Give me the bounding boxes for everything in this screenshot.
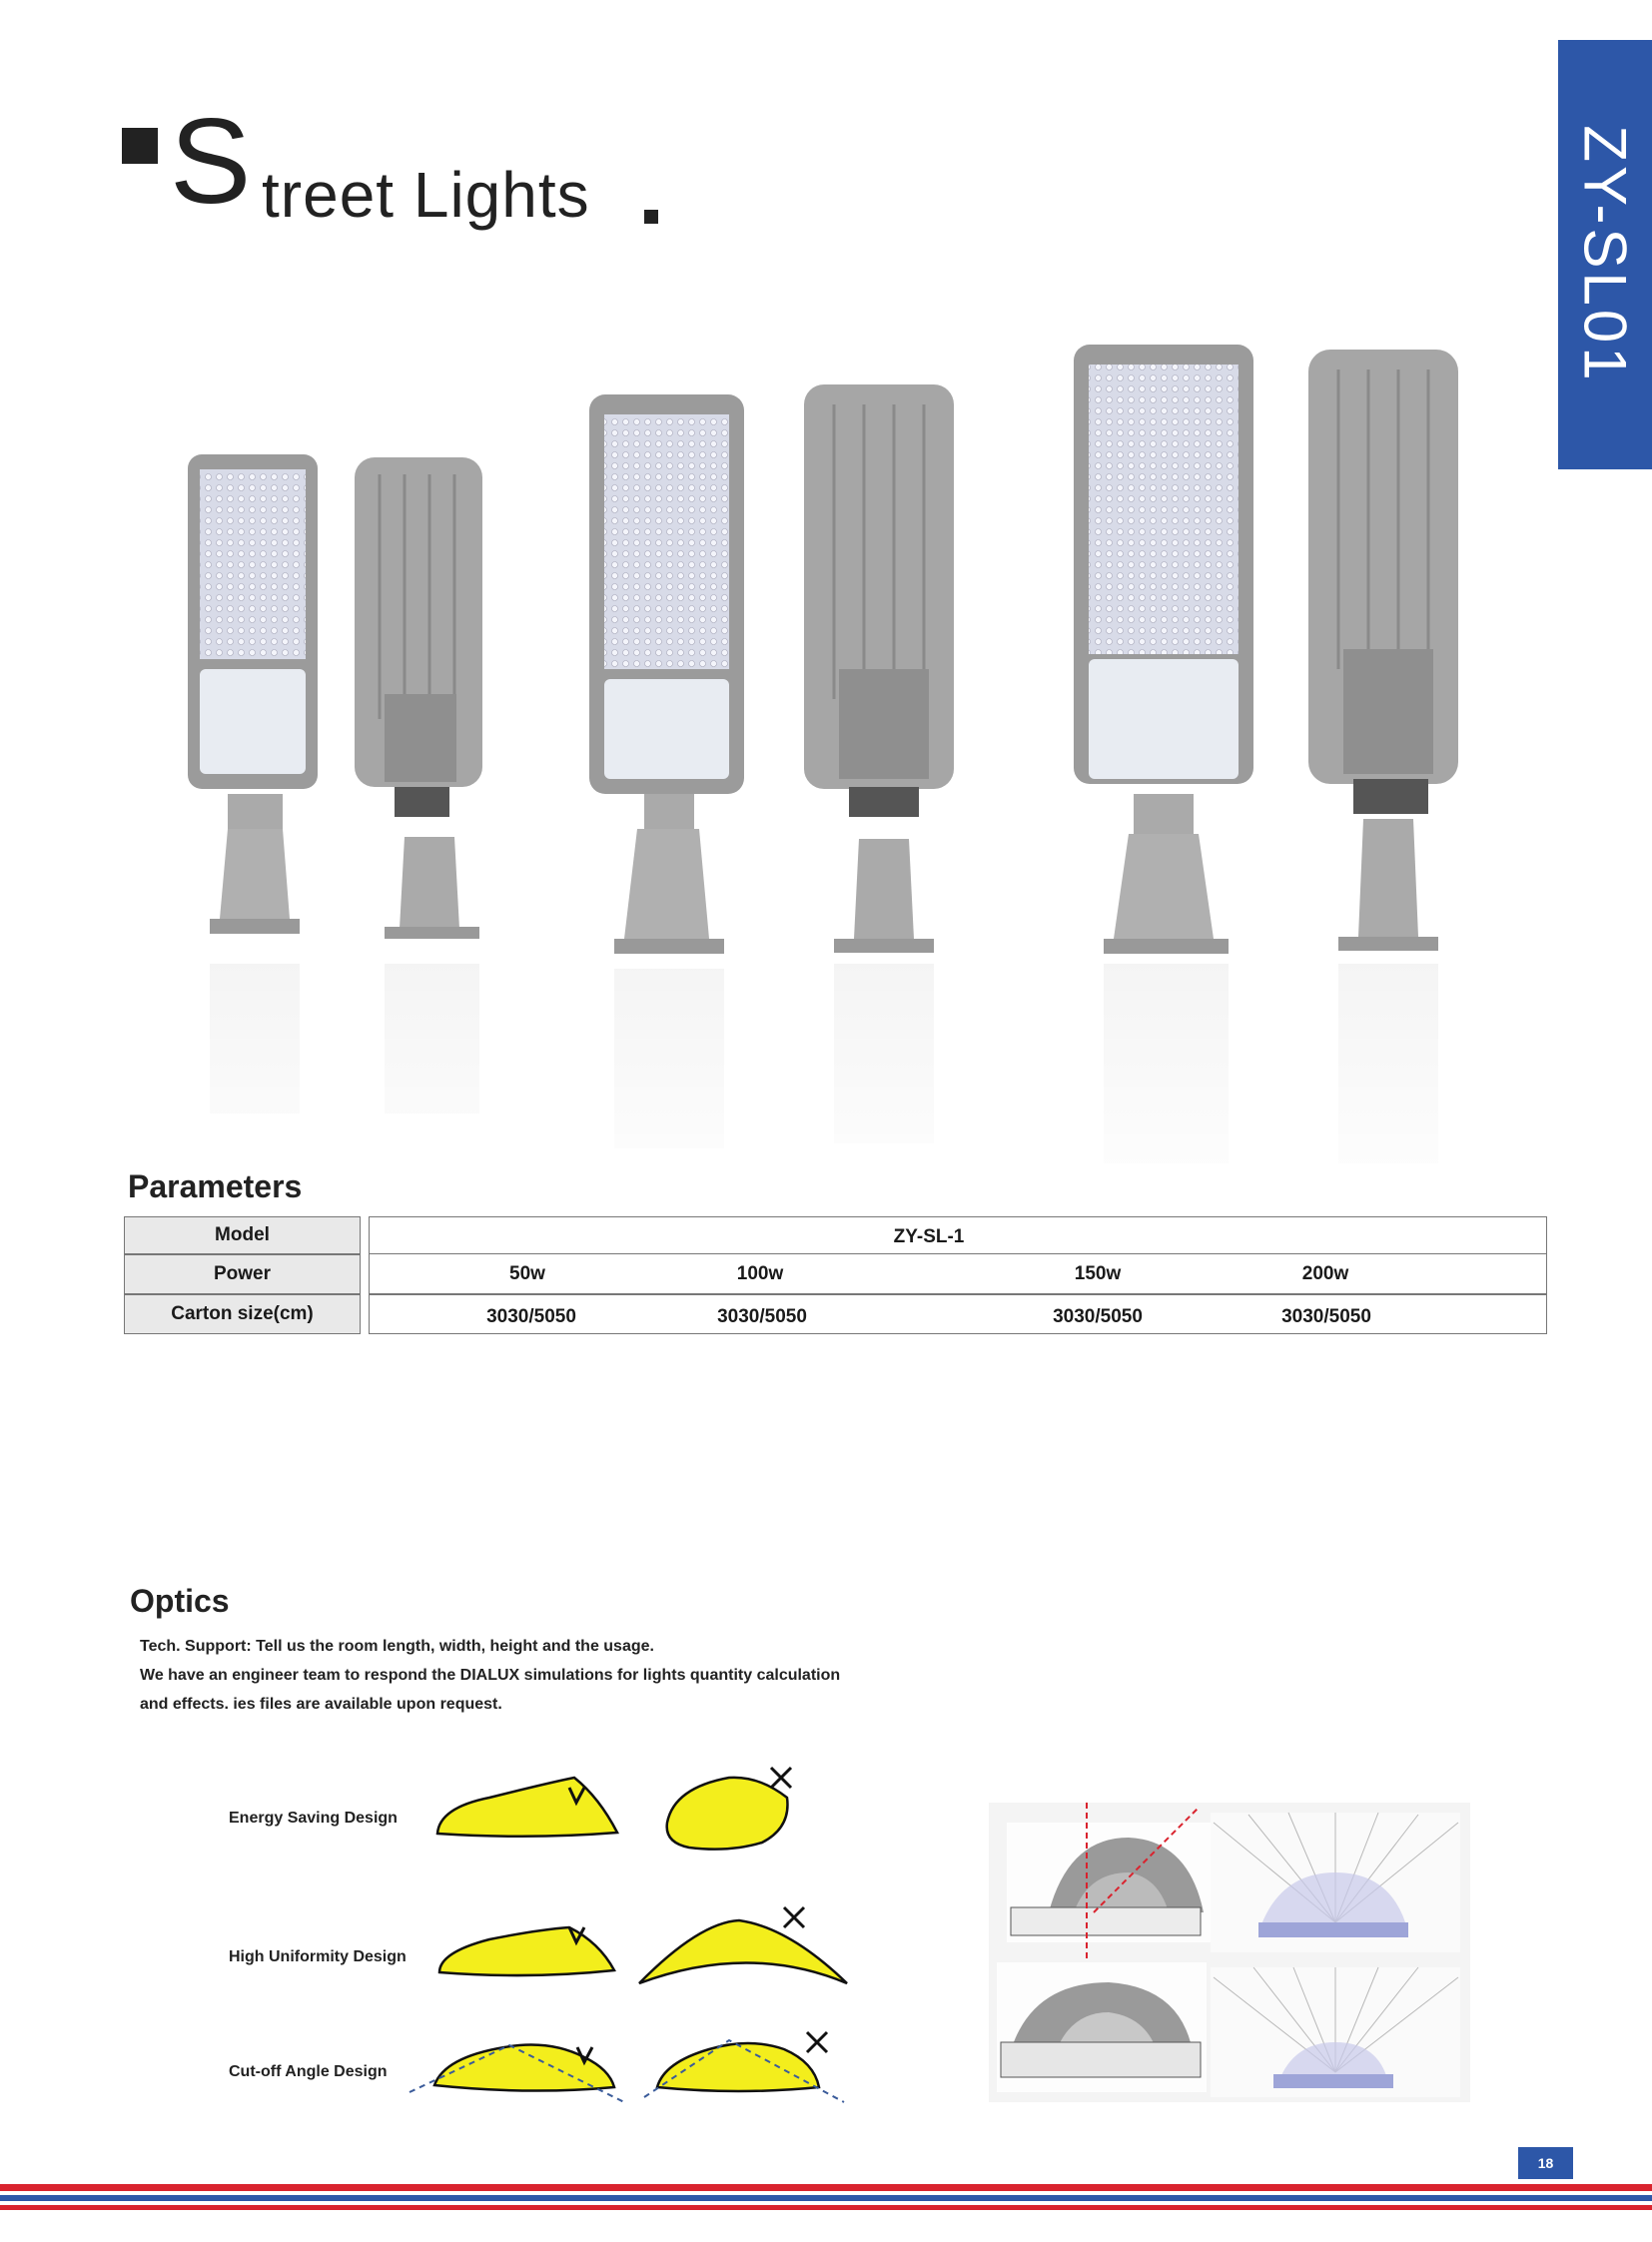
dialux-simulation-images [989,1803,1470,2102]
light-100w-front [589,394,744,954]
light-50w-front [188,454,318,934]
title-initial: S [170,93,252,229]
param-row-power [369,1254,1547,1294]
footer-stripe-red [0,2184,1652,2191]
lens-design-diagrams [400,1758,859,2117]
design-label-energy: Energy Saving Design [229,1810,398,1827]
title-bullet [122,128,158,164]
light-50w-back [355,457,482,939]
design-label-uniformity: High Uniformity Design [229,1948,407,1965]
power-value: 200w [1301,1263,1349,1284]
footer-stripe-red-2 [0,2205,1652,2210]
light-100w-back [804,384,954,953]
light-150w-front [1074,345,1253,954]
energy-lens-good [437,1778,617,1837]
cross-mark-icon [771,1768,791,1788]
cross-mark-icon [807,2032,827,2052]
param-row-model [369,1216,1547,1254]
page-title: treet Lights [262,159,590,231]
design-label-cutoff: Cut-off Angle Design [229,2063,388,2080]
model-tab-label: ZY-SL01 [1571,125,1639,384]
light-150w-back [1308,350,1458,951]
energy-lens-bad [667,1778,788,1850]
model-side-tab [1558,40,1652,469]
optics-line-3: and effects. ies files are available upon request. [140,1696,502,1713]
cutoff-lens-bad [657,2043,819,2091]
optics-heading: Optics [130,1583,230,1619]
uniformity-lens-good [439,1927,614,1975]
carton-value: 3030/5050 [486,1306,576,1327]
optics-line-2: We have an engineer team to respond the DIALUX simulations for lights quantity calculation [140,1667,841,1684]
carton-value: 3030/5050 [717,1306,807,1327]
power-value: 100w [736,1263,784,1284]
param-label-model: Model [124,1216,361,1254]
uniformity-lens-bad [639,1920,847,1983]
page-number: 18 [1518,2147,1573,2179]
optics-line-1: Tech. Support: Tell us the room length, width, height and the usage. [140,1638,654,1655]
parameters-heading: Parameters [128,1168,303,1204]
footer-stripe-blue [0,2195,1652,2201]
power-value: 150w [1074,1263,1122,1284]
model-value: ZY-SL-1 [893,1226,965,1247]
param-label-power: Power [124,1254,361,1294]
street-lights-product-photo [170,340,1488,1218]
carton-value: 3030/5050 [1053,1306,1143,1327]
param-label-carton: Carton size(cm) [124,1294,361,1334]
carton-value: 3030/5050 [1281,1306,1371,1327]
cross-mark-icon [784,1907,804,1927]
power-value: 50w [509,1263,545,1284]
param-row-carton [369,1294,1547,1334]
title-end-dot [644,210,658,224]
